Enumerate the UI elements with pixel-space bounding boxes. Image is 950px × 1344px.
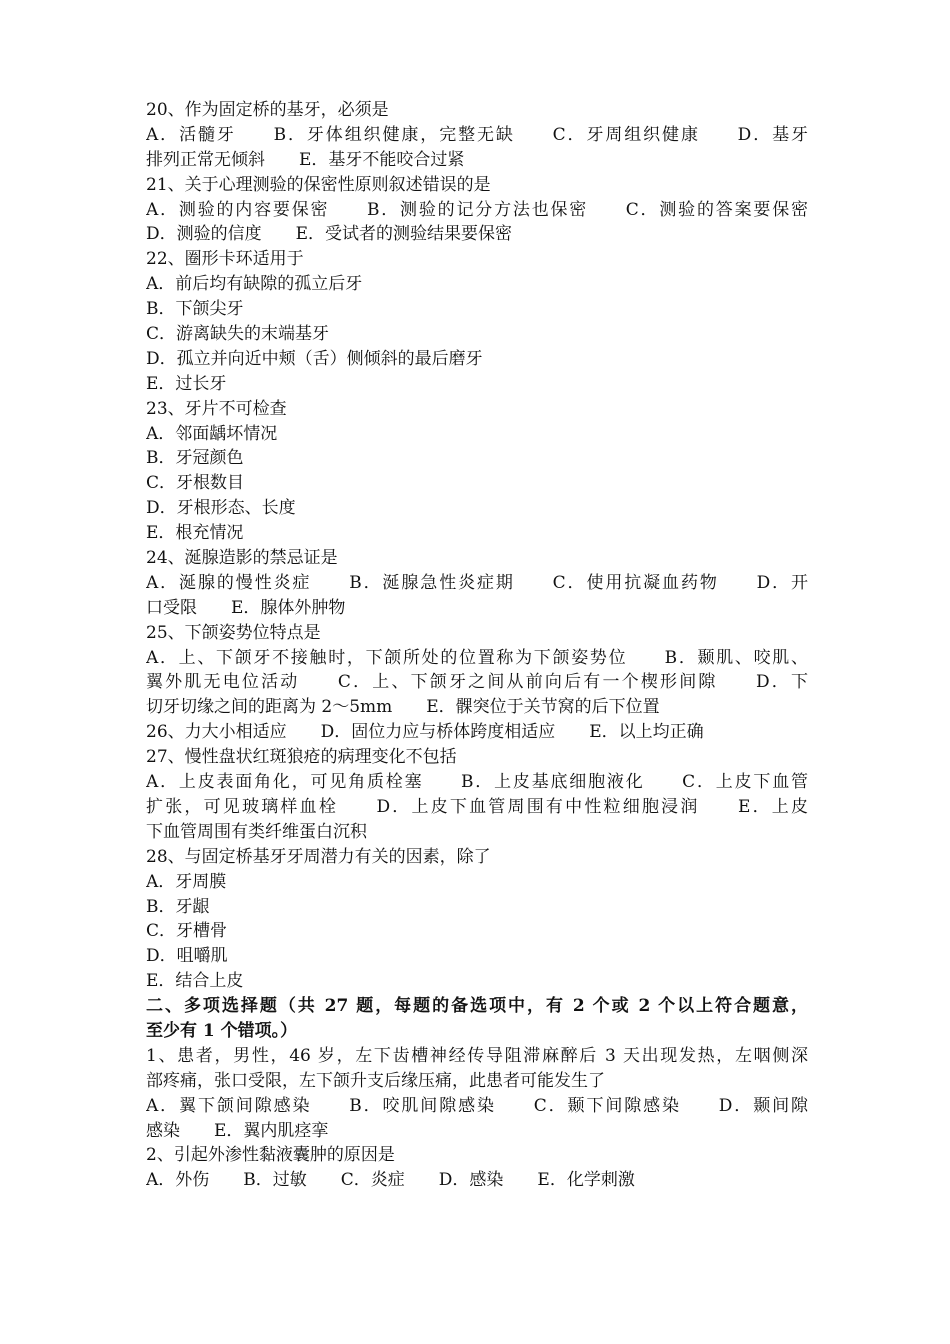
text-line: 25、下颌姿势位特点是 — [146, 622, 321, 643]
text-line: D．咀嚼肌 — [146, 946, 228, 967]
text-line: B．牙龈 — [146, 896, 210, 917]
text-line: 24、涎腺造影的禁忌证是 — [146, 548, 338, 569]
text-line: D．孤立并向近中颊（舌）侧倾斜的最后磨牙 — [146, 348, 483, 369]
text-line: 22、圈形卡环适用于 — [146, 249, 304, 270]
text-line: C．牙槽骨 — [146, 921, 228, 942]
section-heading-line: 至少有 1 个错项。） — [146, 1020, 298, 1041]
text-line: 28、与固定桥基牙牙周潜力有关的因素，除了 — [146, 846, 491, 867]
text-line: A．翼下颌间隙感染 B．咬肌间隙感染 C．颞下间隙感染 D．颞间隙 — [146, 1095, 808, 1116]
text-line: E．结合上皮 — [146, 971, 244, 992]
text-line: A．邻面龋坏情况 — [146, 423, 278, 444]
text-line: D．测验的信度 E．受试者的测验结果要保密 — [146, 224, 513, 245]
text-line: 27、慢性盘状红斑狼疮的病理变化不包括 — [146, 747, 457, 768]
text-line: 排列正常无倾斜 E．基牙不能咬合过紧 — [146, 149, 465, 170]
text-line: 26、力大小相适应 D．固位力应与桥体跨度相适应 E．以上均正确 — [146, 722, 704, 743]
text-line: A．涎腺的慢性炎症 B．涎腺急性炎症期 C．使用抗凝血药物 D．开 — [146, 572, 808, 593]
section-heading-line: 二、多项选择题（共 27 题，每题的备选项中，有 2 个或 2 个以上符合题意， — [146, 996, 808, 1017]
text-line: A．活髓牙 B．牙体组织健康，完整无缺 C．牙周组织健康 D．基牙 — [146, 124, 808, 145]
text-line: A．前后均有缺隙的孤立后牙 — [146, 274, 363, 295]
text-line: 2、引起外渗性黏液囊肿的原因是 — [146, 1145, 395, 1166]
text-line: 感染 E．翼内肌痉挛 — [146, 1120, 329, 1141]
text-line: 21、关于心理测验的保密性原则叙述错误的是 — [146, 174, 491, 195]
text-line: E．根充情况 — [146, 523, 244, 544]
text-line: E．过长牙 — [146, 373, 227, 394]
text-line: 翼外肌无电位活动 C．上、下颌牙之间从前向后有一个楔形间隙 D．下 — [146, 672, 808, 693]
document-page — [146, 98, 808, 1193]
text-line: 口受限 E．腺体外肿物 — [146, 597, 346, 618]
text-line: B．牙冠颜色 — [146, 448, 244, 469]
text-line: 23、牙片不可检查 — [146, 398, 287, 419]
text-line: B．下颌尖牙 — [146, 299, 244, 320]
text-line: C．牙根数目 — [146, 473, 245, 494]
text-line: 下血管周围有类纤维蛋白沉积 — [146, 821, 367, 842]
text-line: D．牙根形态、长度 — [146, 498, 296, 519]
text-line: 扩张，可见玻璃样血栓 D．上皮下血管周围有中性粒细胞浸润 E．上皮 — [146, 796, 808, 817]
text-line: 1、患者，男性，46 岁，左下齿槽神经传导阻滞麻醉后 3 天出现发热，左咽侧深 — [146, 1045, 808, 1066]
text-line: A．测验的内容要保密 B．测验的记分方法也保密 C．测验的答案要保密 — [146, 199, 808, 220]
text-line: A．牙周膜 — [146, 871, 227, 892]
text-line: 部疼痛，张口受限，左下颌升支后缘压痛，此患者可能发生了 — [146, 1070, 605, 1091]
text-line: C．游离缺失的末端基牙 — [146, 324, 330, 345]
text-line: A．外伤 B．过敏 C．炎症 D．感染 E．化学刺激 — [146, 1170, 635, 1191]
text-line: 20、作为固定桥的基牙，必须是 — [146, 100, 389, 120]
text-line: 切牙切缘之间的距离为 2～5mm E．髁突位于关节窝的后下位置 — [146, 697, 660, 718]
text-line: A．上皮表面角化，可见角质栓塞 B．上皮基底细胞液化 C．上皮下血管 — [146, 772, 808, 793]
text-line: A．上、下颌牙不接触时，下颌所处的位置称为下颌姿势位 B．颞肌、咬肌、 — [146, 647, 808, 668]
